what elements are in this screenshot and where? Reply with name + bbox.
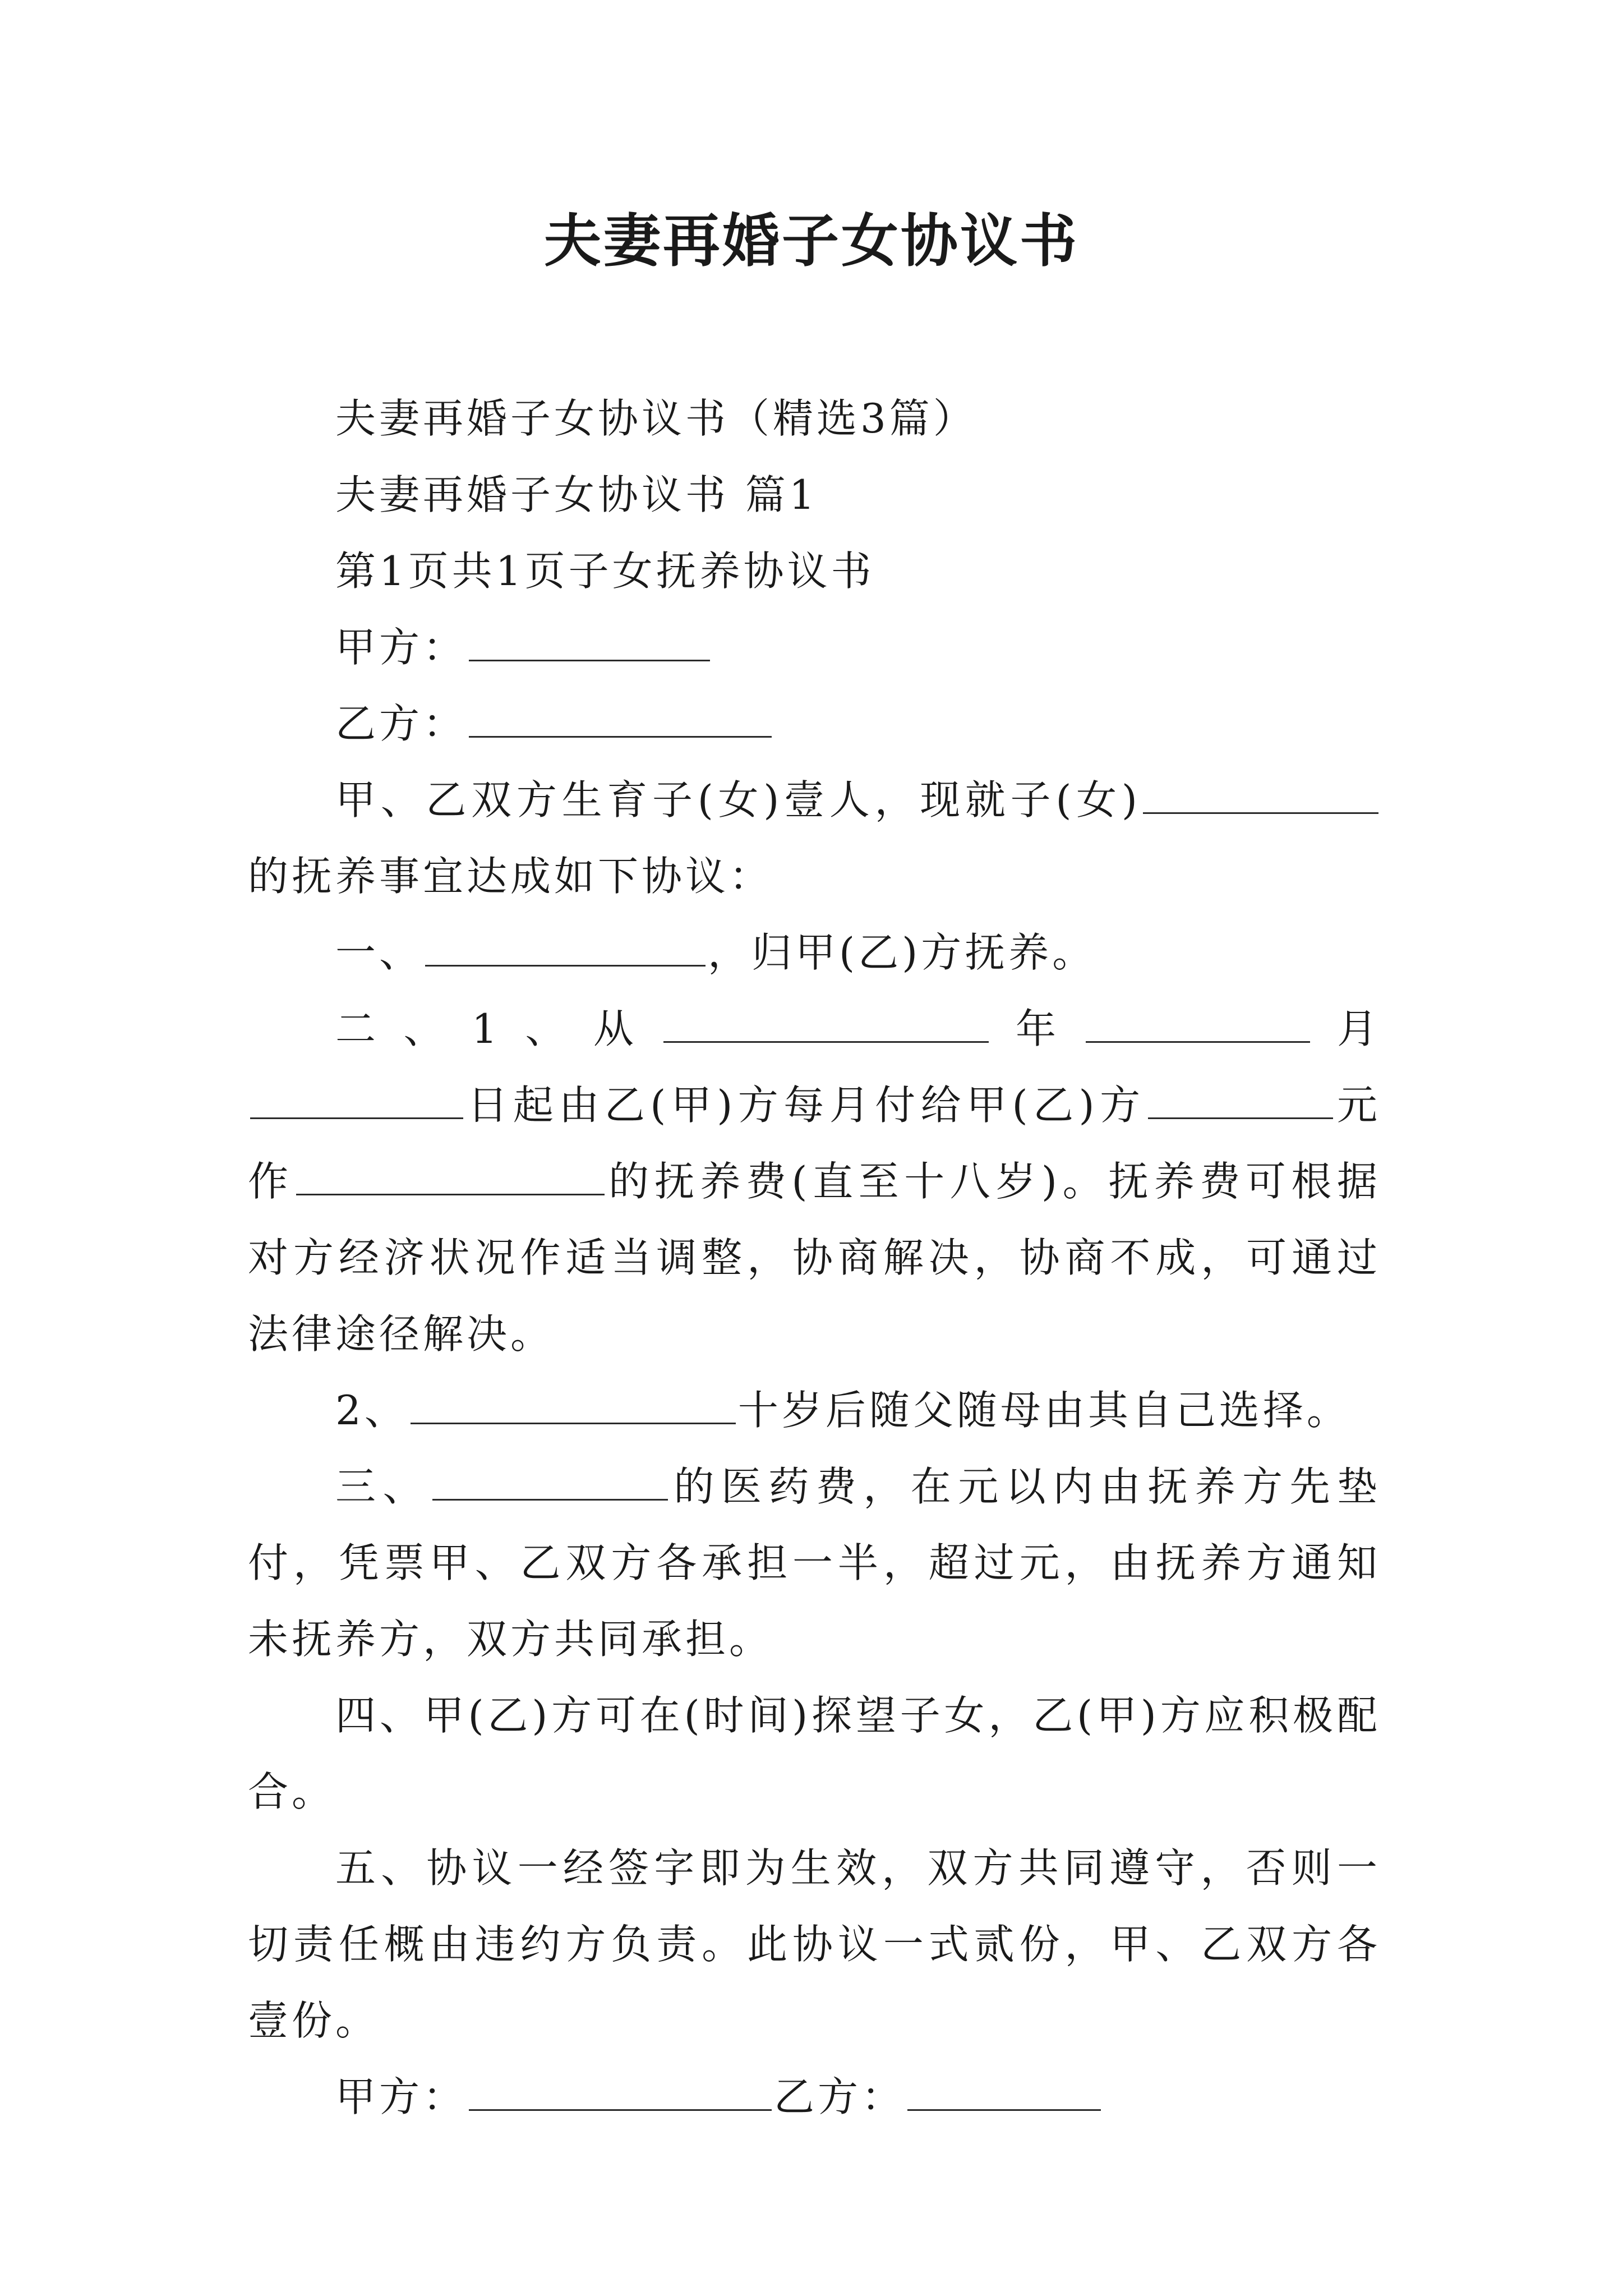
year-label: 年 [991,1005,1084,1052]
clause-four [248,1677,1381,1830]
section-heading-text: 夫妻再婚子女协议书 篇1 [335,471,818,518]
subtitle-line [248,380,1381,457]
clause-two-item-2-prefix: 2、 [335,1387,408,1434]
signature-a-blank[interactable] [469,2074,772,2111]
signature-a-label: 甲方： [335,2073,467,2120]
party-b-line [248,685,1381,762]
clause-intro-text-b: 的抚养事宜达成如下协议： [248,853,773,900]
clause-two-text-c: 的抚养费(直至十八岁)。抚养费可根据对方经济状况作适当调整，协商解决，协商不成，可通过法律途径解决。 [248,1158,1381,1358]
document-body [248,380,1381,2135]
clause-three [248,1448,1381,1677]
clause-four-text: 四、甲(乙)方可在(时间)探望子女，乙(甲)方应积极配合。 [248,1692,1381,1815]
month-blank[interactable] [1086,1006,1310,1043]
clause-two [248,991,1381,1372]
party-b-blank[interactable] [469,701,772,738]
month-label: 月 [1312,1005,1381,1052]
document-title: 夫妻再婚子女协议书 [544,208,1079,275]
party-b-label: 乙方： [335,700,467,747]
party-a-line [248,609,1381,685]
clause-three-prefix: 三、 [335,1463,430,1510]
party-a-blank[interactable] [469,625,710,661]
section-heading [248,457,1381,533]
amount-blank[interactable] [1148,1083,1333,1119]
clause-three-text: 的医药费，在元以内由抚养方先垫付，凭票甲、乙双方各承担一半，超过元，由抚养方通知未抚养方，双方共同承担。 [248,1463,1381,1663]
signature-b-label: 乙方： [774,2073,906,2120]
child-blank[interactable] [296,1159,605,1195]
clause-one-prefix: 一、 [335,929,423,976]
clause-one-blank[interactable] [425,930,706,967]
page-note-text: 第1页共1页子女抚养协议书 [335,547,875,595]
clause-two-text-a: 日起由乙(甲)方每月付给甲(乙)方 [465,1082,1146,1129]
clause-five [248,1830,1381,2059]
party-a-label: 甲方： [335,624,467,671]
day-blank[interactable] [250,1083,463,1119]
clause-two-item-2-blank[interactable] [411,1388,736,1424]
clause-two-item-2 [248,1372,1381,1448]
clause-intro-text-a: 甲、乙双方生育子(女)壹人，现就子(女) [335,776,1141,823]
clause-two-text-b: 元作 [248,1082,1381,1205]
clause-two-prefix: 二、1、从 [335,1005,662,1052]
child-name-blank[interactable] [1143,777,1378,814]
signature-line [248,2059,1381,2135]
clause-one-text: ，归甲(乙)方抚养。 [708,929,1096,976]
clause-two-item-2-text: 十岁后随父随母由其自己选择。 [737,1387,1350,1434]
clause-intro [248,762,1381,914]
year-blank[interactable] [663,1006,989,1043]
clause-one [248,914,1381,991]
signature-b-blank[interactable] [907,2074,1101,2111]
clause-three-blank[interactable] [432,1464,668,1501]
page-note [248,533,1381,609]
subtitle-text: 夫妻再婚子女协议书（精选3篇） [335,395,977,442]
clause-five-text: 五、协议一经签字即为生效，双方共同遵守，否则一切责任概由违约方负责。此协议一式贰份，甲、乙双方各壹份。 [248,1844,1381,2044]
